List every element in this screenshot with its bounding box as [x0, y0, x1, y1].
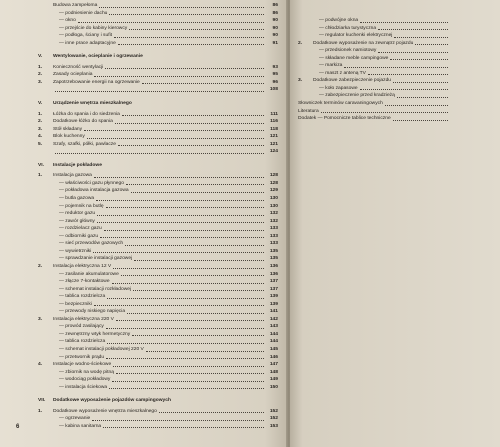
- toc-leader-dots: [127, 312, 264, 314]
- toc-entry-page: 118: [270, 126, 278, 132]
- toc-leader-dots: [109, 387, 264, 389]
- toc-entry-title: — wodociąg pokładowy: [59, 377, 111, 383]
- toc-entry-title: — schemat instalacji pokładowej 220 V: [59, 346, 144, 352]
- toc-entry-title: Dodatkowe wyposażenie na zewnątrz pojazdu: [313, 40, 414, 46]
- toc-leader-dots: [96, 199, 264, 201]
- toc-leader-dots: [132, 334, 264, 336]
- toc-entry: [38, 111, 278, 119]
- toc-entry: [38, 53, 278, 61]
- toc-entry-title: — składane meble campingowe: [319, 55, 389, 61]
- toc-entry-title: — reduktor gazu: [59, 211, 96, 217]
- toc-leader-dots: [129, 28, 264, 30]
- toc-entry: [298, 40, 448, 48]
- toc-entry-title: Instalacja elektryczna 220 V: [53, 316, 114, 322]
- toc-entry-title: Dodatkowe wyposażenie wnętrza mieszkalnego: [53, 408, 157, 414]
- toc-leader-dots: [122, 114, 264, 116]
- toc-leader-dots: [393, 119, 448, 121]
- toc-entry-title: — tablica rozdzielcza: [59, 339, 106, 345]
- toc-entry-page: 91: [272, 40, 278, 46]
- toc-leader-dots: [99, 6, 264, 8]
- toc-leader-dots: [106, 327, 264, 329]
- toc-leader-dots: [118, 144, 264, 146]
- toc-entry-title: — przewody niskiego napięcia: [59, 309, 126, 315]
- toc-entry-page: 128: [269, 180, 278, 186]
- toc-entry-title: Blok kuchenny: [53, 134, 85, 140]
- toc-entry-page: 142: [269, 316, 278, 322]
- toc-leader-dots: [94, 176, 264, 178]
- toc-entry-title: — chłodziarka turystyczna: [319, 25, 377, 31]
- toc-entry-title: — rozdzielacz gazu: [59, 226, 102, 232]
- toc-entry-number: V.: [38, 54, 43, 60]
- toc-entry-title: — ogrzewanie: [59, 416, 91, 422]
- toc-leader-dots: [118, 43, 264, 45]
- toc-entry: [38, 233, 278, 241]
- toc-entry-title: Dodatek — Pomocnicze tablice techniczne: [298, 116, 391, 122]
- toc-entry-page: 153: [269, 423, 278, 429]
- toc-leader-dots: [134, 259, 264, 261]
- toc-entry: [38, 195, 278, 203]
- toc-leader-dots: [125, 244, 264, 246]
- toc-entry: [38, 376, 278, 384]
- toc-entry: [38, 172, 278, 180]
- toc-entry-title: — podłoga, ściany i sufit: [59, 33, 113, 39]
- toc-entry-page: 133: [269, 226, 278, 232]
- toc-entry: [38, 32, 278, 40]
- toc-entry-page: 150: [269, 384, 278, 390]
- toc-entry-title: Stół składany: [53, 126, 83, 132]
- toc-leader-dots: [378, 28, 448, 30]
- toc-entry-title: — sieć przewodów gazowych: [59, 241, 124, 247]
- toc-entry: [38, 148, 278, 156]
- toc-entry-page: 137: [269, 279, 278, 285]
- toc-entry-title: — zawór główny: [59, 218, 95, 224]
- toc-entry: [38, 225, 278, 233]
- toc-entry-number: VII.: [38, 398, 46, 404]
- toc-entry-number: 5.: [38, 141, 43, 147]
- toc-entry: [38, 2, 278, 10]
- toc-entry-title: Szafy, szafki, półki, pawlacze: [53, 141, 116, 147]
- toc-entry-page: 143: [269, 324, 278, 330]
- toc-entry-page: 136: [269, 263, 278, 269]
- toc-entry-page: 135: [269, 248, 278, 254]
- toc-leader-dots: [133, 289, 264, 291]
- toc-entry: [38, 278, 278, 286]
- toc-entry-title: — schemat instalacji rozkładowej: [59, 286, 132, 292]
- toc-leader-dots: [131, 191, 264, 193]
- toc-entry: [38, 133, 278, 141]
- toc-entry: [38, 17, 278, 25]
- toc-entry-page: 108: [269, 87, 278, 93]
- toc-entry-page: 128: [269, 173, 278, 179]
- toc-leader-dots: [146, 350, 264, 352]
- toc-entry: [38, 79, 278, 87]
- toc-entry: [38, 397, 278, 405]
- toc-entry-page: 133: [269, 241, 278, 247]
- toc-entry-page: 124: [269, 149, 278, 155]
- toc-entry: [38, 162, 278, 170]
- toc-entry: [38, 323, 278, 331]
- toc-entry-page: 86: [272, 3, 278, 8]
- toc-entry: [298, 47, 448, 55]
- toc-entry: [38, 141, 278, 149]
- toc-entry-title: — odbiorniki gazu: [59, 233, 99, 239]
- toc-entry-page: 130: [269, 196, 278, 202]
- toc-entry-title: — właściwości gazu płynnego: [59, 180, 124, 186]
- toc-entry-page: 141: [269, 309, 278, 315]
- toc-entry-number: 3.: [38, 316, 43, 322]
- toc-entry: [38, 346, 278, 354]
- toc-leader-dots: [94, 75, 264, 77]
- toc-entry-title: Słowniczek terminów caravaningowych: [298, 101, 383, 107]
- toc-entry: [298, 108, 448, 116]
- toc-leader-dots: [97, 221, 264, 223]
- toc-entry-title: Instalacja gazowa: [53, 173, 92, 179]
- toc-entry-title: Budowa zampełoma: [53, 3, 98, 8]
- toc-entry-title: Urządzenie wnętrza mieszkalnego: [53, 101, 132, 107]
- toc-entry-title: Dodatkowe wyposażenie pojazdów campingowych: [53, 398, 171, 404]
- toc-leader-dots: [55, 152, 264, 154]
- toc-entry: [38, 293, 278, 301]
- toc-leader-dots: [109, 13, 264, 15]
- toc-entry-title: — regulator kuchenki elektrycznej: [319, 33, 393, 39]
- toc-entry-title: — prowód zasilający: [59, 324, 104, 330]
- toc-entry-page: 90: [272, 18, 278, 24]
- toc-entry-title: — tablica rozdzielcza: [59, 294, 106, 300]
- toc-entry: [298, 77, 448, 85]
- toc-entry-title: — markiza: [319, 63, 343, 69]
- toc-entry: [38, 210, 278, 218]
- toc-leader-dots: [116, 319, 264, 321]
- toc-leader-dots: [397, 96, 448, 98]
- toc-entry: [298, 17, 448, 25]
- toc-entry: [38, 10, 278, 18]
- toc-leader-dots: [390, 58, 448, 60]
- toc-entry-title: Instalacja elektryczna 12 V: [53, 263, 112, 269]
- toc-leader-dots: [360, 21, 448, 23]
- toc-entry-page: 121: [269, 134, 278, 140]
- toc-entry: [298, 32, 448, 40]
- toc-entry-title: Łóżka do spania i do siedzenia: [53, 111, 120, 117]
- page-number: 6: [16, 424, 20, 430]
- toc-entry-page: 146: [269, 354, 278, 360]
- toc-entry: [38, 286, 278, 294]
- toc-entry-title: Konieczność wentylacji: [53, 64, 104, 70]
- toc-leader-dots: [360, 88, 448, 90]
- toc-entry-page: 149: [269, 377, 278, 383]
- toc-leader-dots: [106, 357, 264, 359]
- toc-entry-page: 152: [269, 416, 278, 422]
- toc-leader-dots: [159, 411, 264, 413]
- toc-leader-dots: [103, 426, 264, 428]
- toc-entry-title: — pokładowa instalacja gazowa: [59, 188, 129, 194]
- toc-entry-page: 148: [269, 369, 278, 375]
- toc-entry: [38, 25, 278, 33]
- toc-leader-dots: [115, 122, 264, 124]
- toc-entry-page: 95: [272, 72, 278, 78]
- toc-leader-dots: [394, 36, 448, 38]
- toc-entry-number: 1.: [38, 408, 43, 414]
- toc-entry-number: 4.: [38, 134, 43, 140]
- toc-entry: [38, 384, 278, 392]
- toc-entry-page: 135: [269, 256, 278, 262]
- toc-entry-number: 1.: [38, 111, 43, 117]
- toc-entry-title: — zewnętrzny wtyk hermetyczny: [59, 331, 131, 337]
- toc-leader-dots: [121, 274, 264, 276]
- toc-entry-page: 133: [269, 233, 278, 239]
- toc-entry: [298, 70, 448, 78]
- toc-leader-dots: [368, 73, 448, 75]
- toc-entry-page: 116: [270, 119, 278, 125]
- toc-entry-page: 152: [269, 408, 278, 414]
- toc-entry: [298, 62, 448, 70]
- toc-leader-dots: [112, 380, 264, 382]
- toc-entry-number: 3.: [298, 78, 303, 84]
- toc-entry: [298, 25, 448, 33]
- toc-leader-dots: [92, 419, 264, 421]
- toc-leader-dots: [113, 267, 264, 269]
- toc-entry-number: 2.: [38, 119, 43, 125]
- toc-leader-dots: [105, 67, 264, 69]
- toc-entry: [38, 100, 278, 108]
- toc-entry-title: Instalacje wodno-ściekowe: [53, 362, 112, 368]
- toc-entry-number: 3.: [38, 126, 43, 132]
- toc-entry: [38, 248, 278, 256]
- toc-entry-title: — pojemnik na butlę: [59, 203, 104, 209]
- toc-entry-page: 139: [269, 301, 278, 307]
- toc-entry-page: 132: [269, 218, 278, 224]
- toc-entry: [38, 71, 278, 79]
- toc-leader-dots: [116, 372, 264, 374]
- toc-leader-dots: [97, 214, 264, 216]
- toc-entry: [38, 180, 278, 188]
- toc-entry-number: 2.: [38, 263, 43, 269]
- toc-leader-dots: [100, 236, 264, 238]
- toc-leader-dots: [385, 104, 448, 106]
- toc-entry-number: 2.: [298, 40, 303, 46]
- toc-entry-title: — zasilanie akumulatorowe: [59, 271, 119, 277]
- toc-entry-number: V.: [38, 101, 43, 107]
- toc-entry: [38, 255, 278, 263]
- toc-entry-page: 137: [269, 286, 278, 292]
- toc-entry-page: 139: [269, 294, 278, 300]
- toc-entry: [38, 86, 278, 94]
- toc-entry-number: 3.: [38, 79, 43, 85]
- toc-entry: [38, 338, 278, 346]
- toc-entry-page: 90: [272, 25, 278, 31]
- toc-entry: [38, 369, 278, 377]
- toc-entry-page: 86: [272, 10, 278, 16]
- toc-entry-title: — instalacja ściekowa: [59, 384, 108, 390]
- toc-entry-title: Instalacje pokładowe: [53, 162, 102, 168]
- toc-entry-number: VI.: [38, 162, 44, 168]
- toc-entry-page: 90: [272, 33, 278, 39]
- toc-entry-page: 96: [272, 79, 278, 85]
- toc-leader-dots: [55, 90, 264, 92]
- toc-entry-title: Zasady ocieplania: [53, 72, 93, 78]
- toc-entry-page: 121: [269, 141, 278, 147]
- toc-entry-title: — bezpieczniki: [59, 301, 92, 307]
- toc-entry-page: 144: [269, 331, 278, 337]
- toc-entry-title: — koło zapasowe: [319, 85, 358, 91]
- toc-entry: [38, 118, 278, 126]
- toc-entry: [298, 100, 448, 108]
- toc-leader-dots: [112, 282, 264, 284]
- toc-entry-number: 1.: [38, 173, 43, 179]
- toc-entry-number: 2.: [38, 72, 43, 78]
- toc-entry-title: — maszt z anteną TV: [319, 70, 366, 76]
- toc-entry-title: Literatura: [298, 108, 319, 114]
- toc-entry-number: 1.: [38, 64, 43, 70]
- toc-entry: [298, 85, 448, 93]
- toc-leader-dots: [78, 21, 264, 23]
- toc-entry-title: — złącze 7-kontaktowe: [59, 279, 110, 285]
- toc-entry: [38, 187, 278, 195]
- toc-leader-dots: [344, 66, 448, 68]
- toc-leader-dots: [393, 81, 448, 83]
- toc-leader-dots: [321, 111, 448, 113]
- toc-entry-title: — butla gazowa: [59, 196, 95, 202]
- toc-entry-title: Dodatkowe zabezpieczenie pojazdu: [313, 78, 392, 84]
- toc-leader-dots: [126, 183, 264, 185]
- toc-entry-title: — inne prace adaptacyjne: [59, 40, 116, 46]
- toc-entry-title: — przejście do kabiny kierowcy: [59, 25, 128, 31]
- toc-leader-dots: [107, 342, 264, 344]
- toc-leader-dots: [106, 206, 264, 208]
- toc-entry-title: — wywietrzniki: [59, 248, 92, 254]
- toc-entry: [298, 92, 448, 100]
- toc-entry-title: — przedsionek namiotowy: [319, 48, 377, 54]
- toc-entry-title: — podniesienie dachu: [59, 10, 108, 16]
- toc-entry-title: Zapotrzebowanie energii na ogrzewanie: [53, 79, 140, 85]
- toc-entry-title: Wentylowanie, ocieplanie i ogrzewanie: [53, 54, 143, 60]
- toc-entry: [38, 316, 278, 324]
- toc-entry-page: 147: [269, 362, 278, 368]
- right-page: [290, 0, 500, 447]
- toc-entry-page: 130: [269, 203, 278, 209]
- toc-entry: [298, 115, 448, 123]
- toc-entry: [38, 203, 278, 211]
- toc-leader-dots: [93, 251, 264, 253]
- toc-entry: [38, 331, 278, 339]
- toc-entry-page: 145: [269, 346, 278, 352]
- toc-entry-title: Dodatkowe łóżko do spania: [53, 119, 113, 125]
- toc-leader-dots: [114, 36, 264, 38]
- toc-entry-title: — zabezpieczenie przed kradzieżą: [319, 93, 395, 99]
- toc-entry: [38, 361, 278, 369]
- toc-entry-title: — kabina sanitarna: [59, 423, 102, 429]
- toc-entry: [38, 263, 278, 271]
- toc-entry-page: 144: [269, 339, 278, 345]
- toc-entry-title: — zbiornik na wodę pitną: [59, 369, 114, 375]
- toc-entry: [38, 271, 278, 279]
- toc-entry: [38, 40, 278, 48]
- toc-entry-title: — okno: [59, 18, 76, 24]
- toc-leader-dots: [415, 43, 448, 45]
- toc-leader-dots: [94, 304, 264, 306]
- toc-entry: [298, 55, 448, 63]
- toc-entry: [38, 308, 278, 316]
- toc-leader-dots: [113, 365, 264, 367]
- toc-entry-title: — przetwornik prądu: [59, 354, 105, 360]
- toc-entry-page: 136: [269, 271, 278, 277]
- toc-entry: [38, 415, 278, 423]
- toc-entry-number: 4.: [38, 362, 43, 368]
- toc-leader-dots: [142, 82, 264, 84]
- toc-entry: [38, 354, 278, 362]
- left-toc-list: [38, 2, 278, 430]
- toc-entry-page: 132: [269, 211, 278, 217]
- toc-leader-dots: [104, 229, 264, 231]
- toc-entry-title: — sprawdzanie instalacji gazowej: [59, 256, 133, 262]
- toc-entry: [38, 408, 278, 416]
- toc-entry-page: 93: [272, 64, 278, 70]
- toc-entry: [38, 126, 278, 134]
- toc-entry: [38, 64, 278, 72]
- toc-entry-title: — podwójne okna: [319, 18, 359, 23]
- toc-leader-dots: [107, 297, 264, 299]
- right-toc-list: [298, 17, 448, 123]
- toc-entry: [38, 218, 278, 226]
- toc-leader-dots: [87, 137, 264, 139]
- toc-entry: [38, 423, 278, 431]
- toc-entry: [38, 240, 278, 248]
- toc-leader-dots: [378, 51, 448, 53]
- toc-entry-page: 129: [269, 188, 278, 194]
- toc-leader-dots: [84, 129, 264, 131]
- toc-entry: [38, 301, 278, 309]
- toc-entry-page: 111: [270, 111, 278, 117]
